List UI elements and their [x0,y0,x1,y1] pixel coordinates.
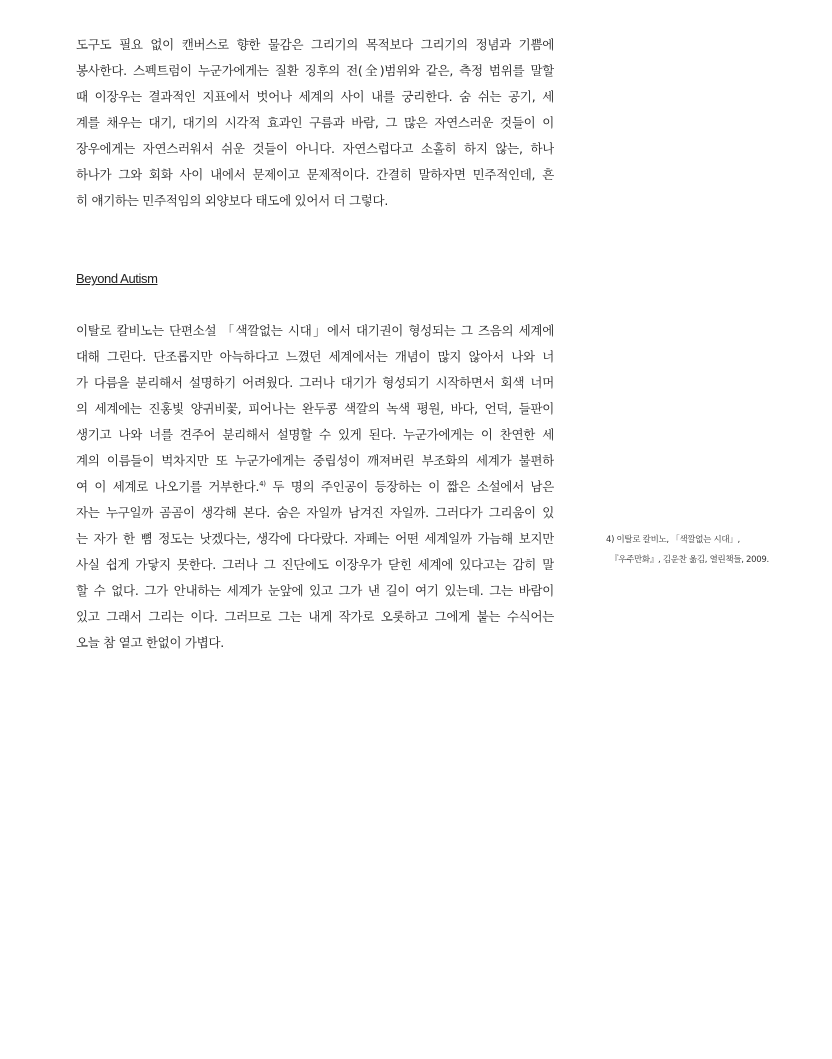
text-line: 대해 그린다. 단조롭지만 아늑하다고 느꼈던 세계에서는 개념이 많지 않아서 나와 너 [76,349,554,364]
text-segment: 여 이 세계로 나오기를 거부한다. [76,479,260,494]
footnote-reference[interactable]: 4) [259,479,266,488]
text-line: 히 얘기하는 민주적임의 외양보다 태도에 있어서 더 그렇다. [76,193,388,208]
footnote-line: 4) 이탈로 칼비노, 「색깔없는 시대」, [606,535,740,545]
text-line: 할 수 없다. 그가 안내하는 세계가 눈앞에 있고 그가 낸 길이 여기 있는데. 그는 바람이 [76,583,554,598]
text-line: 사실 쉽게 가닿지 못한다. 그러나 그 진단에도 이장우가 닫힌 세계에 있다고는 감히 말 [76,557,554,572]
text-segment: 두 명의 주인공이 등장하는 이 짧은 소설에서 남은 [272,479,554,494]
text-line: 도구도 필요 없이 캔버스로 향한 물감은 그리기의 목적보다 그리기의 정념과 기쁨에 [76,37,554,52]
section-heading: Beyond Autism [76,271,158,286]
text-line: 자는 누구일까 곰곰이 생각해 본다. 숨은 자일까 남겨진 자일까. 그러다가 그리움이 있 [76,505,554,520]
text-line: 계의 이름들이 벅차지만 또 누군가에게는 중립성이 깨져버린 부조화의 세계가 불편하 [76,453,554,468]
text-line: 하나가 그와 회화 사이 내에서 문제이고 문제적이다. 간결히 말하자면 민주적인데, 흔 [76,167,554,182]
text-line: 생기고 나와 너를 견주어 분리해서 설명할 수 있게 된다. 누군가에게는 이 찬연한 세 [76,427,554,442]
text-line: 있고 그래서 그리는 이다. 그러므로 그는 내게 작가로 오롯하고 그에게 붙는 수식어는 [76,609,554,624]
text-line: 장우에게는 자연스러워서 쉬운 것들이 아니다. 자연스럽다고 소홀히 하지 않는, 하나 [76,141,554,156]
footnote-line: 『우주만화』, 김운찬 옮김, 열린책들, 2009. [610,555,769,565]
body-paragraph-2 [76,318,554,656]
text-line: 가 다름을 분리해서 설명하기 어려웠다. 그러나 대기가 형성되기 시작하면서 회색 너머 [76,375,554,390]
text-line: 계를 채우는 대기, 대기의 시각적 효과인 구름과 바람, 그 많은 자연스러운 것들이 이 [76,115,554,130]
text-line: 오늘 참 옅고 한없이 가볍다. [76,635,224,650]
text-line-with-footnote [76,474,554,500]
text-line: 때 이장우는 결과적인 지표에서 벗어나 세계의 사이 내를 궁리한다. 숨 쉬는 공기, 세 [76,89,554,104]
text-line: 의 세계에는 진홍빛 양귀비꽃, 피어나는 완두콩 색깔의 녹색 평원, 바다, 언덕, 들판이 [76,401,554,416]
text-line: 이탈로 칼비노는 단편소설 「색깔없는 시대」에서 대기권이 형성되는 그 즈음의 세계에 [76,323,554,338]
text-line: 봉사한다. 스펙트럼이 누군가에게는 질환 징후의 전(全)범위와 같은, 측정 범위를 말할 [76,63,554,78]
text-line: 는 자가 한 뼘 정도는 낫겠다는, 생각에 다다랐다. 자폐는 어떤 세계일까 가늠해 보지만 [76,531,554,546]
body-paragraph-1 [76,32,554,214]
footnote [606,530,806,570]
